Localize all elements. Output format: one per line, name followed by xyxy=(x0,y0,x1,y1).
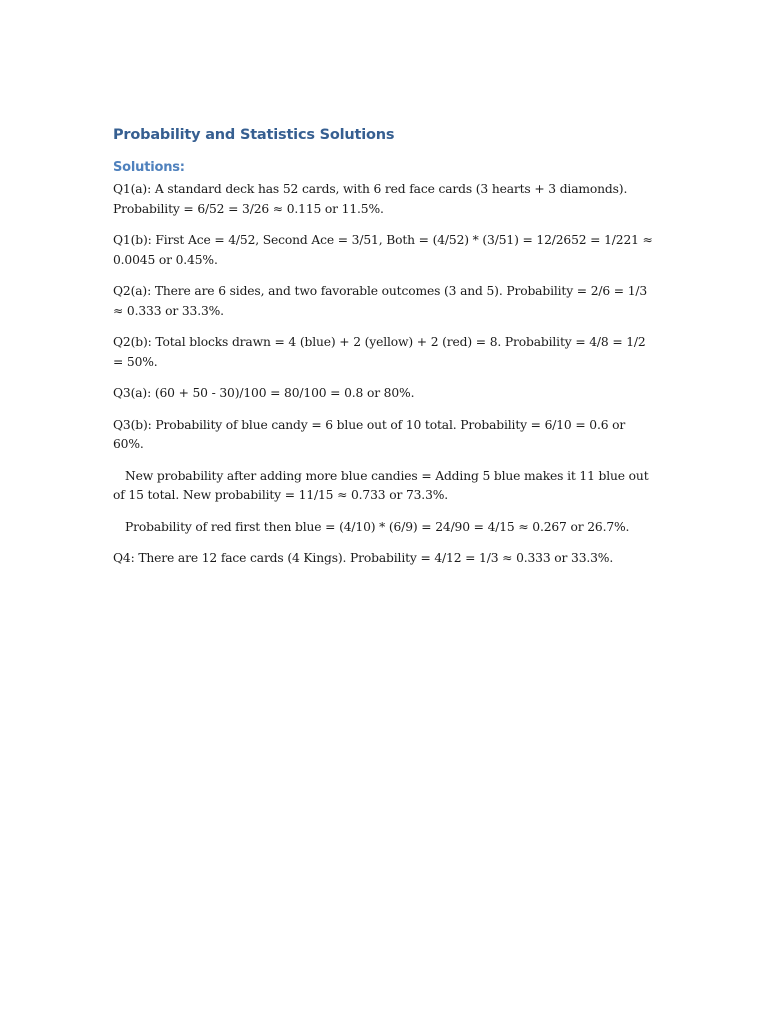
section-heading-solutions: Solutions: xyxy=(113,160,185,175)
solution-q3b: Q3(b): Probability of blue candy = 6 blue out of 10 total. Probability = 6/10 = 0.6 or 60%. xyxy=(113,417,626,451)
solution-q3b-new-probability: New probability after adding more blue candies = Adding 5 blue makes it 11 blue out of 15 total. New probability = 11/15 ≈ 0.733 or 73.3%. xyxy=(113,468,649,502)
solution-q4: Q4: There are 12 face cards (4 Kings). Probability = 4/12 = 1/3 ≈ 0.333 or 33.3%. xyxy=(113,551,614,565)
document-title: Probability and Statistics Solutions xyxy=(113,127,395,143)
solution-q3b-red-then-blue: Probability of red first then blue = (4/10) * (6/9) = 24/90 = 4/15 ≈ 0.267 or 26.7%. xyxy=(125,519,630,534)
solution-q2a: Q2(a): There are 6 sides, and two favorable outcomes (3 and 5). Probability = 2/6 = 1/3 ≈ 0.333 or 33.3%. xyxy=(113,284,648,318)
solution-q2b: Q2(b): Total blocks drawn = 4 (blue) + 2 (yellow) + 2 (red) = 8. Probability = 4/8 = 1/2 = 50%. xyxy=(113,335,646,369)
solution-q1b: Q1(b): First Ace = 4/52, Second Ace = 3/51, Both = (4/52) * (3/51) = 12/2652 = 1/221 ≈ 0.0045 or 0.45%. xyxy=(113,233,653,267)
document-body xyxy=(113,124,653,581)
solution-q3a: Q3(a): (60 + 50 - 30)/100 = 80/100 = 0.8 or 80%. xyxy=(113,386,415,400)
solution-q1a: Q1(a): A standard deck has 52 cards, with 6 red face cards (3 hearts + 3 diamonds). Probability = 6/52 = 3/26 ≈ 0.115 or 11.5%. xyxy=(113,182,628,216)
